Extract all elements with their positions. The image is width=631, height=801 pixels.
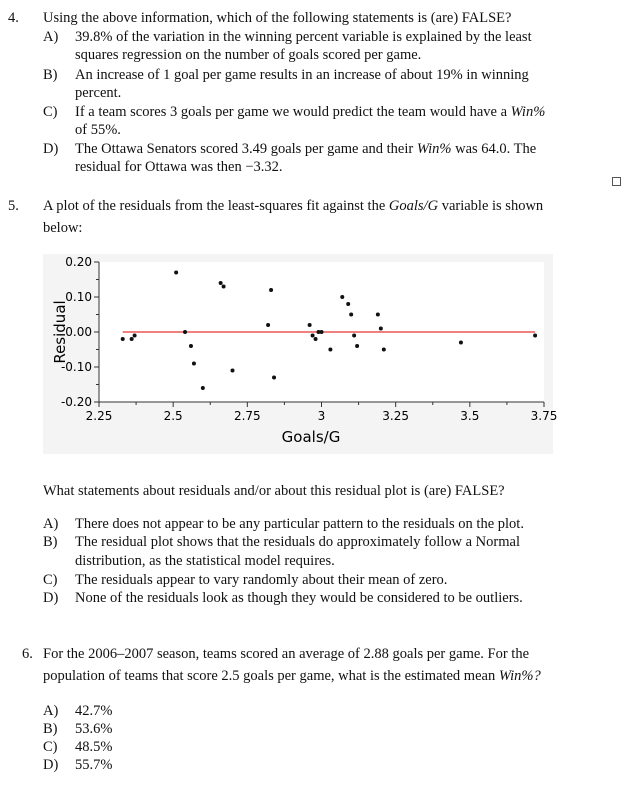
residual-plot bbox=[43, 254, 558, 454]
residual-point bbox=[308, 323, 312, 327]
q5-option-b-letter: B) bbox=[43, 534, 58, 550]
residual-point bbox=[533, 334, 537, 338]
q5-option-a-line1: There does not appear to be any particular pattern to the residuals on the plot. bbox=[75, 516, 524, 532]
y-tick-label: -0.20 bbox=[60, 395, 92, 409]
q5-stem-line2: below: bbox=[43, 220, 83, 236]
x-tick-label: 3.25 bbox=[382, 409, 410, 423]
residual-point bbox=[314, 337, 318, 341]
q5-number: 5. bbox=[8, 198, 19, 214]
residual-point bbox=[328, 348, 332, 352]
residual-point bbox=[189, 344, 193, 348]
q4-stem: Using the above information, which of the following statements is (are) FALSE? bbox=[43, 10, 512, 26]
q6-option-d-letter: D) bbox=[43, 757, 59, 773]
y-tick-label: 0.00 bbox=[65, 325, 92, 339]
q5-stem: A plot of the residuals from the least-squares fit against the Goals/G variable is shown bbox=[43, 198, 544, 214]
x-tick-label: 3.75 bbox=[530, 409, 558, 423]
q6-option-c-letter: C) bbox=[43, 739, 58, 755]
q6-line1: For the 2006–2007 season, teams scored an average of 2.88 goals per game. For the bbox=[43, 646, 530, 662]
residual-point bbox=[459, 341, 463, 345]
residual-point bbox=[130, 337, 134, 341]
residual-point bbox=[219, 281, 223, 285]
q4-option-a-letter: A) bbox=[43, 29, 59, 45]
residual-point bbox=[266, 323, 270, 327]
y-tick-label: -0.10 bbox=[60, 360, 92, 374]
residual-point bbox=[349, 313, 353, 317]
q5-question: What statements about residuals and/or about this residual plot is (are) FALSE? bbox=[43, 483, 505, 499]
residual-point bbox=[379, 327, 383, 331]
q6-line2: population of teams that score 2.5 goals per game, what is the estimated mean Win%? bbox=[43, 668, 541, 684]
y-tick-label: 0.10 bbox=[65, 290, 92, 304]
residual-point bbox=[183, 330, 187, 334]
q5-option-d-letter: D) bbox=[43, 590, 59, 606]
q4-option-c-letter: C) bbox=[43, 104, 58, 120]
q6-option-d-text: 55.7% bbox=[75, 757, 113, 773]
x-axis-label: Goals/G bbox=[281, 428, 341, 446]
x-tick-label: 2.25 bbox=[85, 409, 113, 423]
x-tick-label: 3 bbox=[317, 409, 326, 423]
x-tick-label: 3.5 bbox=[460, 409, 480, 423]
q5-option-d-line1: None of the residuals look as though they would be considered to be outliers. bbox=[75, 590, 523, 606]
q6-option-b-text: 53.6% bbox=[75, 721, 113, 737]
residual-point bbox=[355, 344, 359, 348]
residual-point bbox=[340, 295, 344, 299]
q4-option-c-line2: of 55%. bbox=[75, 122, 121, 138]
q5-option-b-line2: distribution, as the statistical model requires. bbox=[75, 553, 335, 569]
residual-point bbox=[192, 362, 196, 366]
y-axis-label: Residual bbox=[51, 300, 69, 364]
q6-option-b-letter: B) bbox=[43, 721, 58, 737]
residual-point bbox=[382, 348, 386, 352]
q4-number: 4. bbox=[8, 10, 19, 26]
q4-option-d-line1: The Ottawa Senators scored 3.49 goals per game and their Win% was 64.0. The bbox=[75, 141, 537, 157]
residual-point bbox=[222, 285, 226, 289]
q6-option-a-letter: A) bbox=[43, 703, 59, 719]
q5-option-c-line1: The residuals appear to vary randomly about their mean of zero. bbox=[75, 572, 448, 588]
q4-option-b-line2: percent. bbox=[75, 85, 122, 101]
q6-option-a-text: 42.7% bbox=[75, 703, 113, 719]
x-tick-label: 2.75 bbox=[233, 409, 261, 423]
q4-option-d-letter: D) bbox=[43, 141, 59, 157]
q6-option-c-text: 48.5% bbox=[75, 739, 113, 755]
residual-point bbox=[174, 271, 178, 275]
residual-point bbox=[133, 334, 137, 338]
q4-option-b-letter: B) bbox=[43, 67, 58, 83]
residual-point bbox=[376, 313, 380, 317]
x-tick-label: 2.5 bbox=[163, 409, 183, 423]
q4-option-d-line2: residual for Ottawa was then −3.32. bbox=[75, 159, 283, 175]
residual-point bbox=[346, 302, 350, 306]
q4-option-a-line1: 39.8% of the variation in the winning percent variable is explained by the least bbox=[75, 29, 532, 45]
y-tick-label: 0.20 bbox=[65, 255, 92, 269]
residual-point bbox=[231, 369, 235, 373]
residual-point bbox=[121, 337, 125, 341]
q4-option-a-line2: squares regression on the number of goals scored per game. bbox=[75, 47, 422, 63]
q4-option-b-line1: An increase of 1 goal per game results in an increase of about 19% in winning bbox=[75, 67, 529, 83]
q5-option-a-letter: A) bbox=[43, 516, 59, 532]
q4-option-c-line1: If a team scores 3 goals per game we would predict the team would have a Win% bbox=[75, 104, 546, 120]
residual-point bbox=[311, 334, 315, 338]
q5-option-b-line1: The residual plot shows that the residuals do approximately follow a Normal bbox=[75, 534, 520, 550]
residual-point bbox=[269, 288, 273, 292]
residual-point bbox=[352, 334, 356, 338]
checkbox[interactable] bbox=[612, 177, 621, 186]
residual-point bbox=[201, 386, 205, 390]
q5-option-c-letter: C) bbox=[43, 572, 58, 588]
q6-number: 6. bbox=[22, 646, 33, 662]
residual-point bbox=[320, 330, 324, 334]
residual-point bbox=[272, 376, 276, 380]
